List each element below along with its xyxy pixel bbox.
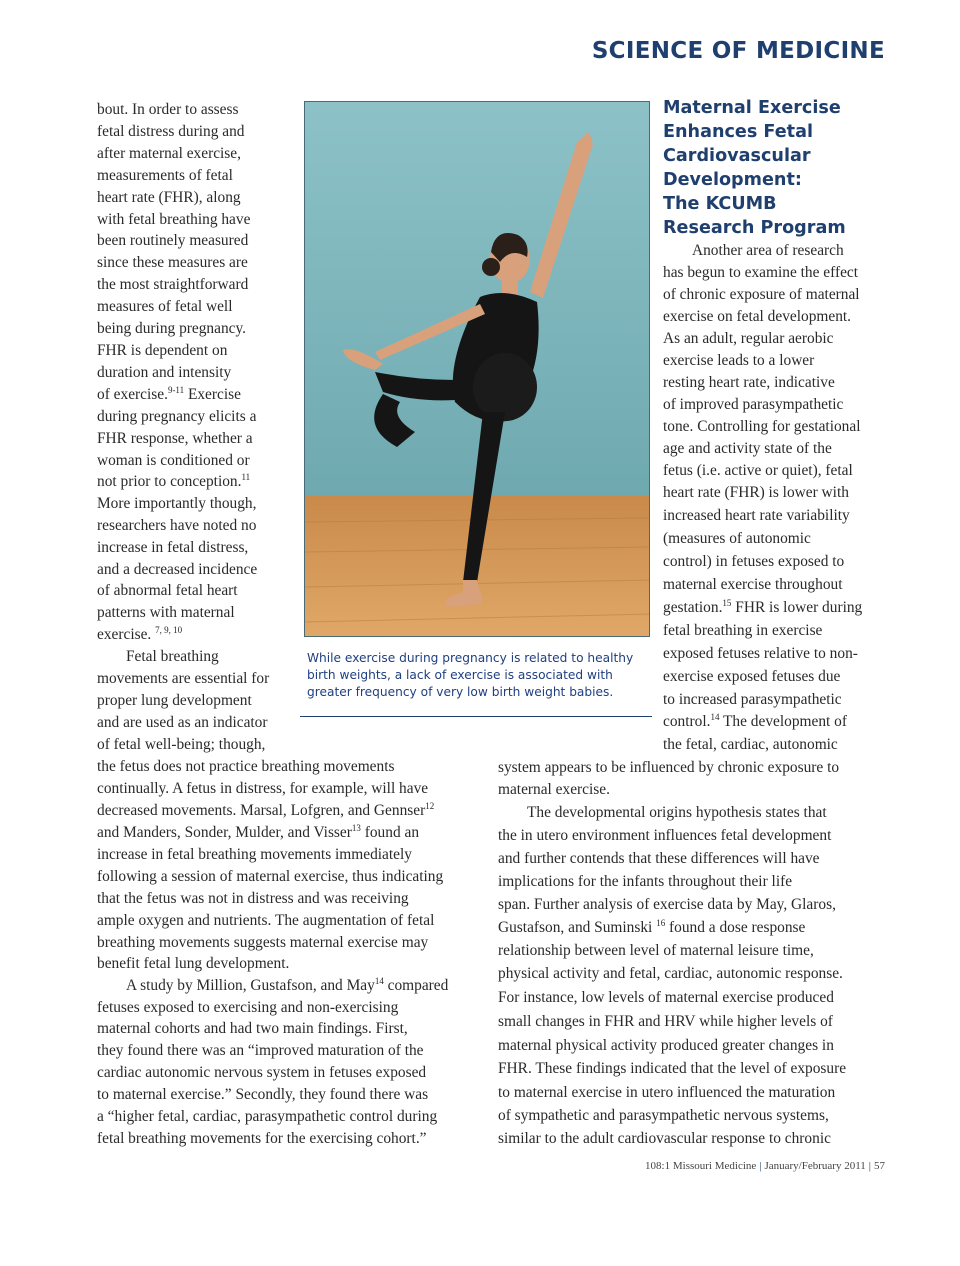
text-line: tone. Controlling for gestational [663,418,861,435]
text-line: of fetal well-being; though, [97,736,266,753]
citation: 11 [241,472,251,482]
citation: 12 [425,801,435,811]
text-line: control.$^{14}$ The development of [663,712,847,730]
text-line: being during pregnancy. [97,320,247,337]
text-line: fetal breathing in exercise [663,622,823,639]
citation: 16 [656,918,666,928]
citation: 14 [374,976,384,986]
text-line: been routinely measured [97,232,249,249]
text-line: similar to the adult cardiovascular response to chronic [498,1130,831,1147]
text-line: to increased parasympathetic [663,691,842,708]
text-line: maternal cohorts and had two main findings. First, [97,1020,408,1037]
text-line: system appears to be influenced by chronic exposure to [498,759,840,776]
text-line: gestation.$^{15}$ FHR is lower during [663,598,863,616]
text-line: exercise leads to a lower [663,352,815,369]
text-line: not prior to conception.$^{11}$ [97,472,251,490]
text-line: continually. A fetus in distress, for example, will have [97,780,429,797]
text-line: and further contends that these differences will have [498,850,820,867]
text-line: during pregnancy elicits a [97,408,257,425]
text-line: breathing movements suggests maternal exercise may [97,934,429,951]
text-line: patterns with maternal [97,604,235,621]
citation: 14 [710,712,720,722]
citation: 9-11 [167,385,185,395]
text-line: increase in fetal breathing movements immediately [97,846,412,863]
text-line: fetuses exposed to exercising and non-exercising [97,999,399,1016]
pregnant-woman-yoga-photo [304,101,650,637]
section-header: SCIENCE OF MEDICINE [591,38,885,64]
text-line: maternal exercise throughout [663,576,843,593]
text-line: More importantly though, [97,495,257,512]
text-line: exercise exposed fetuses due [663,668,841,685]
text-line: and Manders, Sonder, Mulder, and Visser$^{13}$ found an [97,823,420,841]
text-line: they found there was an “improved maturation of the [97,1042,424,1059]
text-line: benefit fetal lung development. [97,955,290,972]
text-line: control) in fetuses exposed to [663,553,845,570]
text-line: small changes in FHR and HRV while higher levels of [498,1013,833,1030]
text-line: to maternal exercise in utero influenced the maturation [498,1084,836,1101]
page-number: 57 [874,1160,885,1172]
text-line: exercise on fetal development. [663,308,852,325]
text-line: implications for the infants throughout their life [498,873,793,890]
text-line: A study by Million, Gustafson, and May$^{14}$ compared [126,976,449,994]
photo-caption: While exercise during pregnancy is related to healthy birth weights, a lack of exercise is associated with greater frequency of very low birth weight babies. [307,651,634,699]
footer-date: January/February 2011 [764,1160,866,1172]
text-line: Another area of research [692,242,844,259]
text-line: proper lung development [97,692,252,709]
text-line: age and activity state of the [663,440,832,457]
text-line: For instance, low levels of maternal exercise produced [498,989,834,1006]
text-line: after maternal exercise, [97,145,241,162]
text-line: Fetal breathing [126,648,219,665]
text-line: of exercise.$^{9-11}$ Exercise [97,385,241,403]
text-line: measures of fetal well [97,298,233,315]
text-line: the most straightforward [97,276,249,293]
text-line: woman is conditioned or [97,452,250,469]
text-line: exercise. $^{7, 9, 10}$ [97,625,183,643]
article-subhead [663,96,846,240]
subhead-line: Development: [663,170,802,190]
text-line: heart rate (FHR), along [97,189,241,206]
text-line: measurements of fetal [97,167,233,184]
text-line: resting heart rate, indicative [663,374,835,391]
citation: 7, 9, 10 [155,625,183,635]
text-line: since these measures are [97,254,248,271]
text-line: cardiac autonomic nervous system in fetuses exposed [97,1064,427,1081]
text-line: the fetus does not practice breathing movements [97,758,395,775]
text-line: the fetal, cardiac, autonomic [663,736,838,753]
text-line: FHR is dependent on [97,342,228,359]
text-line: fetus (i.e. active or quiet), fetal [663,462,853,479]
text-line: bout. In order to assess [97,101,239,118]
citation: 13 [351,823,361,833]
footer-issue: 108:1 Missouri Medicine [645,1160,757,1172]
text-line: that the fetus was not in distress and was receiving [97,890,409,907]
text-line: ample oxygen and nutrients. The augmentation of fetal [97,912,435,929]
text-line: physical activity and fetal, cardiac, autonomic response. [498,965,843,982]
text-line: duration and intensity [97,364,232,381]
text-line: with fetal breathing have [97,211,251,228]
caption-divider [300,716,652,717]
text-line: of chronic exposure of maternal [663,286,860,303]
text-line: and are used as an indicator [97,714,268,731]
text-line: to maternal exercise.” Secondly, they found there was [97,1086,429,1103]
text-line: As an adult, regular aerobic [663,330,834,347]
text-line: maternal physical activity produced greater changes in [498,1037,834,1054]
text-line: heart rate (FHR) is lower with [663,484,849,501]
subhead-line: Cardiovascular [663,146,811,166]
text-line: movements are essential for [97,670,270,687]
text-line: increase in fetal distress, [97,539,249,556]
text-line: following a session of maternal exercise, thus indicating [97,868,444,885]
subhead-line: Maternal Exercise [663,98,841,118]
text-line: researchers have noted no [97,517,257,534]
text-line: of abnormal fetal heart [97,582,238,599]
citation: 15 [722,598,732,608]
text-line: decreased movements. Marsal, Lofgren, and Gennser$^{12}$ [97,801,435,819]
text-line: maternal exercise. [498,781,610,798]
text-line: FHR response, whether a [97,430,253,447]
text-line: of sympathetic and parasympathetic nervous systems, [498,1107,829,1124]
subhead-line: Research Program [663,218,846,238]
text-line: FHR. These findings indicated that the level of exposure [498,1060,847,1077]
subhead-line: The KCUMB [663,194,777,214]
text-line: a “higher fetal, cardiac, parasympathetic control during [97,1108,438,1125]
text-line: the in utero environment influences fetal development [498,827,832,844]
text-line: fetal distress during and [97,123,245,140]
text-line: relationship between level of maternal leisure time, [498,942,814,959]
text-line: span. Further analysis of exercise data by May, Glaros, [498,896,836,913]
text-line: (measures of autonomic [663,530,811,547]
text-line: and a decreased incidence [97,561,258,578]
text-line: exposed fetuses relative to non- [663,645,858,662]
text-line: Gustafson, and Suminski $^{16}$ found a dose response [498,918,806,936]
text-line: increased heart rate variability [663,507,850,524]
text-line: of improved parasympathetic [663,396,844,413]
text-line: The developmental origins hypothesis states that [527,804,827,821]
text-line: has begun to examine the effect [663,264,859,281]
page-footer: 108:1 Missouri Medicine | January/February 2011 | 57 [645,1160,885,1172]
text-line: fetal breathing movements for the exercising cohort.” [97,1130,427,1147]
subhead-line: Enhances Fetal [663,122,813,142]
